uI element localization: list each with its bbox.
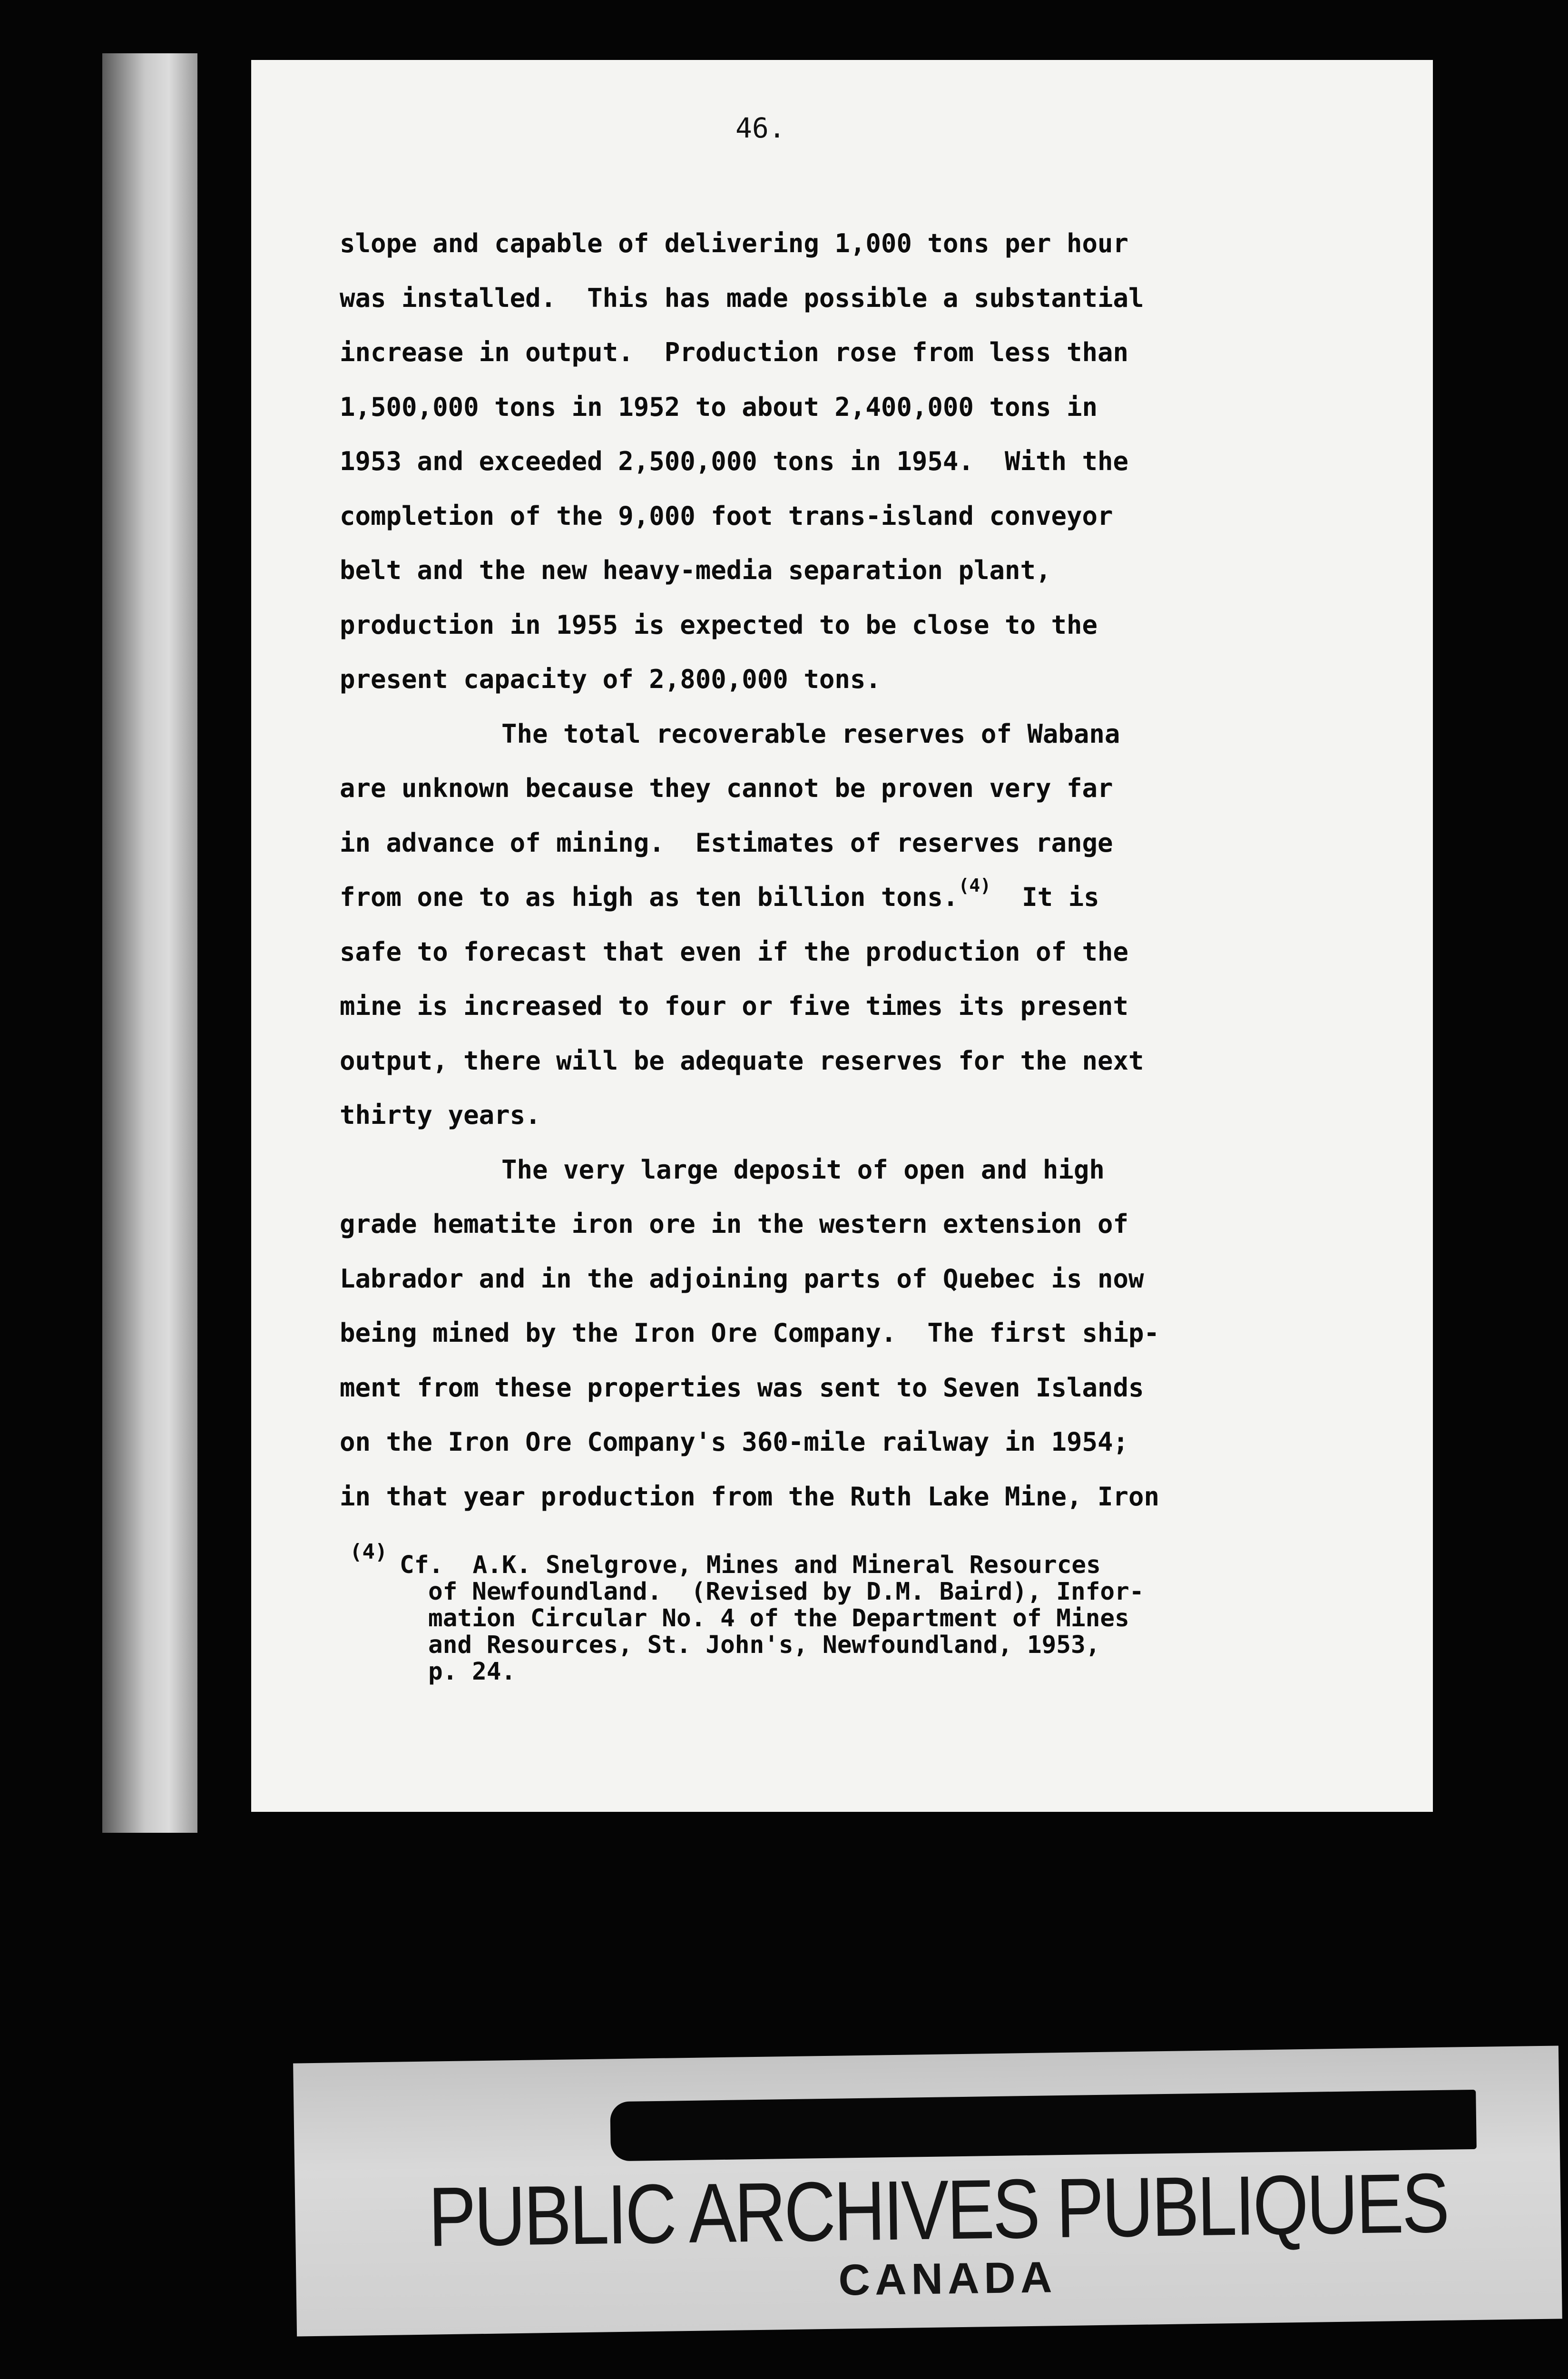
text-line: slope and capable of delivering 1,000 tons per hour [340, 228, 1129, 258]
footnote-text [400, 1552, 1235, 1685]
text-line: was installed. This has made possible a substantial [340, 283, 1144, 313]
body-text [340, 216, 1225, 1524]
text-line: grade hematite iron ore in the western extension of [340, 1209, 1129, 1239]
redaction-bar [610, 2090, 1477, 2161]
text-line: being mined by the Iron Ore Company. The first ship- [340, 1318, 1160, 1348]
text-line: increase in output. Production rose from less than [340, 337, 1129, 367]
stamp-title: PUBLIC ARCHIVES PUBLIQUES [428, 2155, 1449, 2264]
text-line: 1,500,000 tons in 1952 to about 2,400,000 tons in [340, 392, 1098, 422]
text-line: 1953 and exceeded 2,500,000 tons in 1954. With the [340, 446, 1129, 476]
text-line: Labrador and in the adjoining parts of Quebec is now [340, 1263, 1144, 1294]
text-line: completion of the 9,000 foot trans-island conveyor [340, 501, 1113, 531]
adjacent-page-edge [102, 53, 197, 1833]
footnote-line: Cf. A.K. Snelgrove, Mines and Mineral Resources [400, 1551, 1101, 1579]
footnote-line: and Resources, St. John's, Newfoundland, 1953, [428, 1631, 1100, 1659]
stamp-subtitle: CANADA [838, 2253, 1057, 2305]
footnote [350, 1540, 1235, 1686]
text-fragment: It is [991, 882, 1099, 912]
footnote-line: of Newfoundland. (Revised by D.M. Baird), Infor- [428, 1578, 1144, 1606]
text-line: belt and the new heavy-media separation plant, [340, 555, 1051, 585]
text-line-with-footnote-ref [340, 870, 1225, 925]
text-line: ment from these properties was sent to Seven Islands [340, 1372, 1144, 1403]
footnote-line: p. 24. [428, 1658, 516, 1686]
archives-stamp [293, 2045, 1562, 2336]
text-line: on the Iron Ore Company's 360-mile railway in 1954; [340, 1427, 1129, 1457]
text-line: in advance of mining. Estimates of reserves range [340, 827, 1113, 858]
paragraph-start-line: The very large deposit of open and high [501, 1154, 1105, 1185]
footnote-line: mation Circular No. 4 of the Department of Mines [428, 1604, 1129, 1632]
text-line: are unknown because they cannot be proven very far [340, 773, 1113, 803]
footnote-reference: (4) [958, 875, 991, 896]
paragraph-start-line: The total recoverable reserves of Wabana [501, 718, 1120, 749]
text-line: in that year production from the Ruth Lake Mine, Iron [340, 1481, 1160, 1512]
text-line: output, there will be adequate reserves for the next [340, 1045, 1144, 1076]
page-number: 46. [735, 112, 785, 144]
text-line: safe to forecast that even if the production of the [340, 936, 1129, 967]
text-fragment: from one to as high as ten billion tons. [340, 882, 959, 912]
footnote-marker: (4) [350, 1540, 388, 1564]
text-line: mine is increased to four or five times its present [340, 991, 1129, 1021]
text-line: thirty years. [340, 1100, 541, 1130]
text-line: present capacity of 2,800,000 tons. [340, 664, 881, 694]
text-line: production in 1955 is expected to be close to the [340, 609, 1098, 640]
